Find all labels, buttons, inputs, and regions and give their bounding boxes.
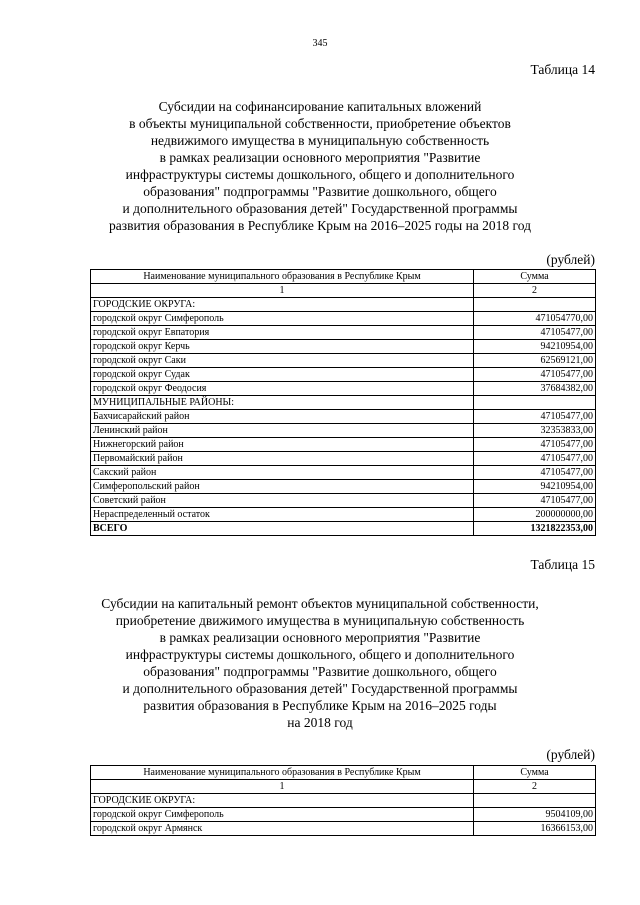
table-row <box>91 354 596 368</box>
table-row <box>91 494 596 508</box>
table-row <box>91 466 596 480</box>
row-value: 32353833,00 <box>474 424 596 438</box>
table-row <box>91 452 596 466</box>
title-line: образования" подпрограммы "Развитие дошкольного, общего <box>143 664 497 679</box>
table-14-title <box>60 98 580 234</box>
section-row <box>91 298 596 312</box>
row-name: Нижнегорский район <box>91 438 474 452</box>
header-name: Наименование муниципального образования в Республике Крым <box>91 766 474 780</box>
row-value: 16366153,00 <box>474 822 596 836</box>
table-row <box>91 326 596 340</box>
title-line: развития образования в Республике Крым на 2016–2025 годы на 2018 год <box>109 218 531 233</box>
total-row <box>91 522 596 536</box>
row-value: 47105477,00 <box>474 466 596 480</box>
table-row <box>91 312 596 326</box>
title-line: Субсидии на капитальный ремонт объектов муниципальной собственности, <box>101 596 539 611</box>
table-15-label: Таблица 15 <box>530 557 595 572</box>
section-row <box>91 794 596 808</box>
title-line: развития образования в Республике Крым на 2016–2025 годы <box>143 698 497 713</box>
title-line: и дополнительного образования детей" Государственной программы <box>122 201 518 216</box>
row-value: 37684382,00 <box>474 382 596 396</box>
section-row <box>91 396 596 410</box>
row-value: 47105477,00 <box>474 438 596 452</box>
table-15-title <box>60 595 580 731</box>
row-name: ГОРОДСКИЕ ОКРУГА: <box>91 298 474 312</box>
row-name: Ленинский район <box>91 424 474 438</box>
row-name: Советский район <box>91 494 474 508</box>
row-name: Бахчисарайский район <box>91 410 474 424</box>
table-14-units: (рублей) <box>546 252 595 267</box>
row-name: Первомайский район <box>91 452 474 466</box>
title-line: в рамках реализации основного мероприятия "Развитие <box>159 150 481 165</box>
title-line: инфраструктуры системы дошкольного, общего и дополнительного <box>125 647 515 662</box>
row-name: городской округ Керчь <box>91 340 474 354</box>
title-line: на 2018 год <box>287 715 353 730</box>
row-name: городской округ Симферополь <box>91 808 474 822</box>
row-value: 200000000,00 <box>474 508 596 522</box>
table-row <box>91 822 596 836</box>
table-15-units: (рублей) <box>546 747 595 762</box>
row-value: 1321822353,00 <box>474 522 596 536</box>
row-name: Сакский район <box>91 466 474 480</box>
table-row <box>91 382 596 396</box>
row-name: городской округ Евпатория <box>91 326 474 340</box>
column-number-row <box>91 284 596 298</box>
column-number: 2 <box>474 284 596 298</box>
row-value: 47105477,00 <box>474 326 596 340</box>
title-line: в рамках реализации основного мероприятия "Развитие <box>159 630 481 645</box>
row-value <box>474 298 596 312</box>
title-line: приобретение движимого имущества в муниципальную собственность <box>115 613 525 628</box>
table-row <box>91 480 596 494</box>
row-name: городской округ Симферополь <box>91 312 474 326</box>
row-value: 9504109,00 <box>474 808 596 822</box>
table-row <box>91 808 596 822</box>
column-number-row <box>91 780 596 794</box>
row-value: 47105477,00 <box>474 410 596 424</box>
table-row <box>91 410 596 424</box>
row-name: городской округ Феодосия <box>91 382 474 396</box>
table-15 <box>90 765 596 836</box>
row-value: 94210954,00 <box>474 340 596 354</box>
page-number: 345 <box>312 38 328 49</box>
table-row <box>91 368 596 382</box>
row-value: 94210954,00 <box>474 480 596 494</box>
title-line: Субсидии на софинансирование капитальных вложений <box>158 99 482 114</box>
row-name: ВСЕГО <box>91 522 474 536</box>
row-name: ГОРОДСКИЕ ОКРУГА: <box>91 794 474 808</box>
table-row <box>91 438 596 452</box>
row-name: Нераспределенный остаток <box>91 508 474 522</box>
row-name: Симферопольский район <box>91 480 474 494</box>
row-value: 47105477,00 <box>474 368 596 382</box>
header-sum: Сумма <box>474 270 596 284</box>
column-number: 1 <box>91 284 474 298</box>
table-row <box>91 508 596 522</box>
header-sum: Сумма <box>474 766 596 780</box>
row-value <box>474 396 596 410</box>
title-line: и дополнительного образования детей" Государственной программы <box>122 681 518 696</box>
row-name: городской округ Саки <box>91 354 474 368</box>
row-name: городской округ Судак <box>91 368 474 382</box>
title-line: инфраструктуры системы дошкольного, общего и дополнительного <box>125 167 515 182</box>
table-row <box>91 340 596 354</box>
row-value: 62569121,00 <box>474 354 596 368</box>
title-line: образования" подпрограммы "Развитие дошкольного, общего <box>143 184 497 199</box>
row-value: 47105477,00 <box>474 452 596 466</box>
row-value: 471054770,00 <box>474 312 596 326</box>
row-name: МУНИЦИПАЛЬНЫЕ РАЙОНЫ: <box>91 396 474 410</box>
table-14-label: Таблица 14 <box>530 62 595 77</box>
title-line: недвижимого имущества в муниципальную собственность <box>150 133 490 148</box>
column-number: 2 <box>474 780 596 794</box>
row-name: городской округ Армянск <box>91 822 474 836</box>
header-name: Наименование муниципального образования в Республике Крым <box>91 270 474 284</box>
table-header-row <box>91 766 596 780</box>
row-value: 47105477,00 <box>474 494 596 508</box>
table-row <box>91 424 596 438</box>
table-header-row <box>91 270 596 284</box>
title-line: в объекты муниципальной собственности, приобретение объектов <box>129 116 511 131</box>
row-value <box>474 794 596 808</box>
table-14 <box>90 269 596 536</box>
column-number: 1 <box>91 780 474 794</box>
